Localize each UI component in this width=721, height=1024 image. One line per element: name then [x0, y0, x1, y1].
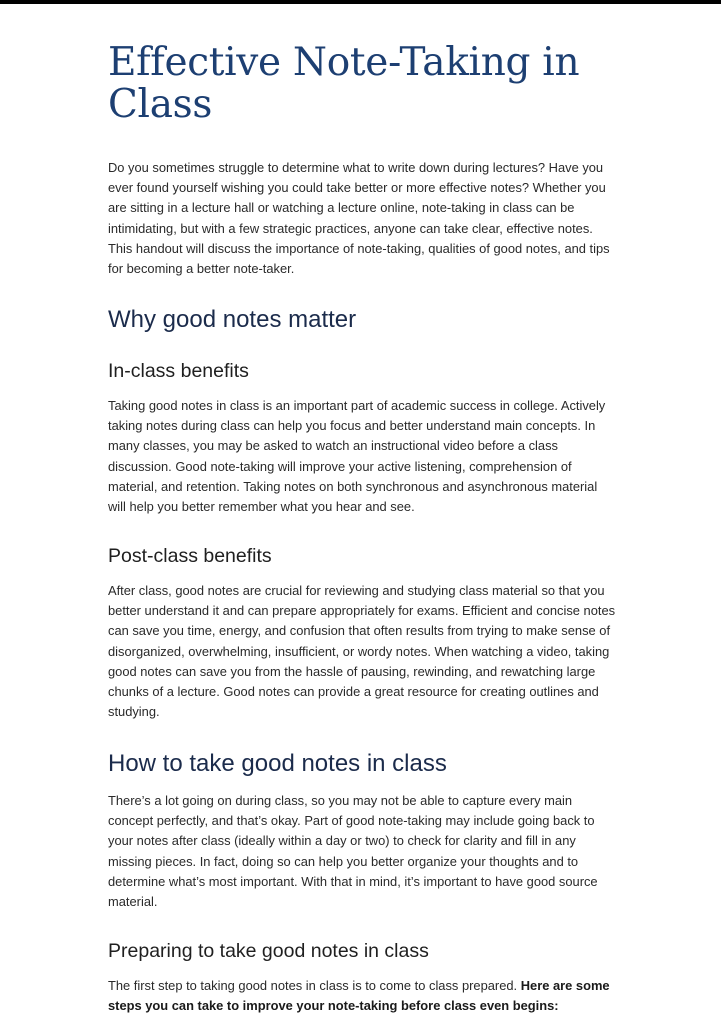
intro-paragraph: Do you sometimes struggle to determine what to write down during lectures? Have you ever found yourself wishing you could take better or more effective notes? Whether you are sitting in a lecture hall or watching a lecture online, note-taking in class can be intimidating, but with a few strategic practices, anyone can take clear, effective notes. This handout will discuss the importance of note-taking, qualities of good notes, and tips for becoming a better note-taker.	[108, 160, 610, 277]
subsection-heading-preparing: Preparing to take good notes in class	[108, 940, 429, 962]
section-heading-how-to-take-notes: How to take good notes in class	[108, 750, 447, 777]
section-heading-why-good-notes: Why good notes matter	[108, 306, 357, 333]
preparing-text: The first step to taking good notes in class is to come to class prepared.	[108, 978, 518, 993]
post-class-paragraph: After class, good notes are crucial for reviewing and studying class material so that you better understand it and can prepare appropriately for exams. Efficient and concise notes can save you time, energy, and confusion that often results from trying to make sense of disorganized, overwhelming, insufficient, or wordy notes. When watching a video, taking good notes can save you from the hassle of pausing, rewinding, and rewatching large chunks of a lecture. Good notes can provide a great resource for creating outlines and studying.	[108, 583, 616, 720]
page-title: Effective Note-Taking in Class	[108, 40, 580, 127]
preparing-bold-text: Here are some steps you can take to improve your note-taking before class even begins:	[108, 978, 610, 1014]
subsection-heading-in-class: In-class benefits	[108, 360, 249, 382]
subsection-heading-post-class: Post-class benefits	[108, 545, 272, 567]
preparing-paragraph	[108, 976, 618, 1016]
top-bar	[0, 0, 721, 4]
in-class-paragraph: Taking good notes in class is an important part of academic success in college. Actively taking notes during class can help you focus and better understand main concepts. In many classes, you may be asked to watch an instructional video before a class discussion. Good note-taking will improve your active listening, comprehension of material, and retention. Taking notes on both synchronous and asynchronous material will help you better remember what you hear and see.	[108, 398, 606, 515]
how-to-paragraph: There’s a lot going on during class, so you may not be able to capture every main concept perfectly, and that’s okay. Part of good note-taking may include going back to your notes after class (ideally within a day or two) to check for clarity and fill in any missing pieces. In fact, doing so can help you better organize your thoughts and to determine what’s most important. With that in mind, it’s important to have good source material.	[108, 793, 598, 910]
